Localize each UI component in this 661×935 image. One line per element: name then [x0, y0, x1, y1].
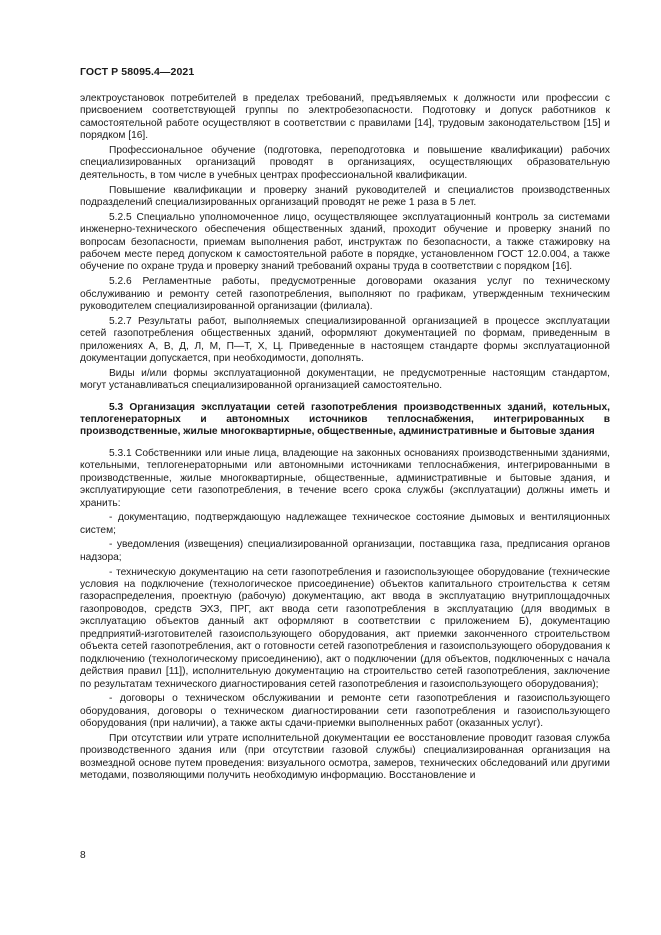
page-number: 8	[80, 850, 86, 861]
paragraph: При отсутствии или утрате исполнительной документации ее восстановление проводит газовая служба производственного здания или (при отсутствии газовой службы) специализированная организация на возмездной основе путем проведения: визуального осмотра, замеров, технических обследований или другими методами, позволяющими получить необходимую информацию. Восстановление и	[80, 732, 610, 782]
paragraph: Повышение квалификации и проверку знаний руководителей и специалистов производственных подразделений специализированных организаций проводят не реже 1 раза в 5 лет.	[80, 184, 610, 208]
paragraph: электроустановок потребителей в пределах требований, предъявляемых к должности или профессии с присвоением соответствующей группы по электробезопасности. Подготовку и допуск работников к самостоятельной работе осуществляют в соответствии с правилами [14], трудовым законодательством [15] и порядком [16].	[80, 93, 610, 142]
paragraph: Виды и/или формы эксплуатационной документации, не предусмотренные настоящим стандартом, могут устанавливаться специализированной организацией самостоятельно.	[80, 367, 610, 392]
paragraph: - документацию, подтверждающую надлежащее техническое состояние дымовых и вентиляционных систем;	[80, 512, 610, 536]
section-heading: 5.3 Организация эксплуатации сетей газопотребления производственных зданий, котельных, теплогенераторных и автономных источников теплоснабжения, интегрированных в производственные, жилые многоквартирные, общественные, административные и бытовые здания	[80, 401, 610, 438]
paragraph: Профессиональное обучение (подготовка, переподготовка и повышение квалификации) рабочих специализированных организаций проводят в организациях, осуществляющих образовательную деятельность, в том числе в учебных центрах профессиональной квалификации.	[80, 145, 610, 181]
document-body	[80, 93, 610, 785]
document-code-header: ГОСТ Р 58095.4—2021	[80, 66, 195, 78]
paragraph: - техническую документацию на сети газопотребления и газоиспользующее оборудование (технические условия на подключение (технологическое присоединение) объектов капитального строительства к сетям газораспределения, проектную (рабочую) документацию, акт ввода в эксплуатацию внутриплощадочных газопроводов, средств ЭХЗ, ПРГ, акт ввода сети газопотребления в эксплуатацию (для вводимых в эксплуатацию объектов данный акт оформляют в соответствии с приложением Б), документацию предприятий-изготовителей газоиспользующего оборудования, акт приемки законченного строительством объекта сетей газопотребления, акт о готовности сетей газопотребления и газоиспользующего оборудования к подключению (технологическому присоединению), акт о подключении (для объектов, подключенных с начала действия правил [11]), исполнительную документацию на строительство сетей газопотребления, заключение по результатам технического диагностирования сетей газопотребления и газоиспользующего оборудования);	[80, 566, 610, 690]
paragraph: - договоры о техническом обслуживании и ремонте сети газопотребления и газоиспользующего оборудования, договоры о техническом диагностировании сети газопотребления и газоиспользующего оборудования (при наличии), а также акты сдачи-приемки выполненных работ (оказанных услуг).	[80, 693, 610, 730]
paragraph: 5.2.5 Специально уполномоченное лицо, осуществляющее эксплуатационный контроль за системами инженерно-технического обеспечения общественных зданий, проходит обучение и проверку знаний по вопросам безопасности, приемам выполнения работ, инструктаж по безопасности, а также стажировку на рабочем месте перед допуском к самостоятельной работе в порядке, установленном ГОСТ 12.0.004, а также обучение по охране труда и проверку знаний требований охраны труда в соответствии с порядком [16].	[80, 211, 610, 273]
paragraph: 5.3.1 Собственники или иные лица, владеющие на законных основаниях производственными зданиями, котельными, теплогенераторными или автономными источниками теплоснабжения, интегрированными в производственные, жилые многоквартирные, общественные, административные и бытовые здания, и эксплуатирующие сети газопотребления, в течение всего срока службы (эксплуатации) должны иметь и хранить:	[80, 447, 610, 509]
paragraph: - уведомления (извещения) специализированной организации, поставщика газа, предписания органов надзора;	[80, 539, 610, 563]
paragraph: 5.2.6 Регламентные работы, предусмотренные договорами оказания услуг по техническому обслуживанию и ремонту сетей газопотребления, выполняют по графикам, утвержденным техническим руководителем специализированной организации (филиала).	[80, 276, 610, 312]
paragraph: 5.2.7 Результаты работ, выполняемых специализированной организацией в процессе эксплуатации сетей газопотребления общественных зданий, оформляют документацией по формам, приведенным в приложениях А, В, Д, Л, М, П—Т, Х, Ц. Приведенные в настоящем стандарте формы эксплуатационной документации допускается, при необходимости, дополнять.	[80, 315, 610, 364]
